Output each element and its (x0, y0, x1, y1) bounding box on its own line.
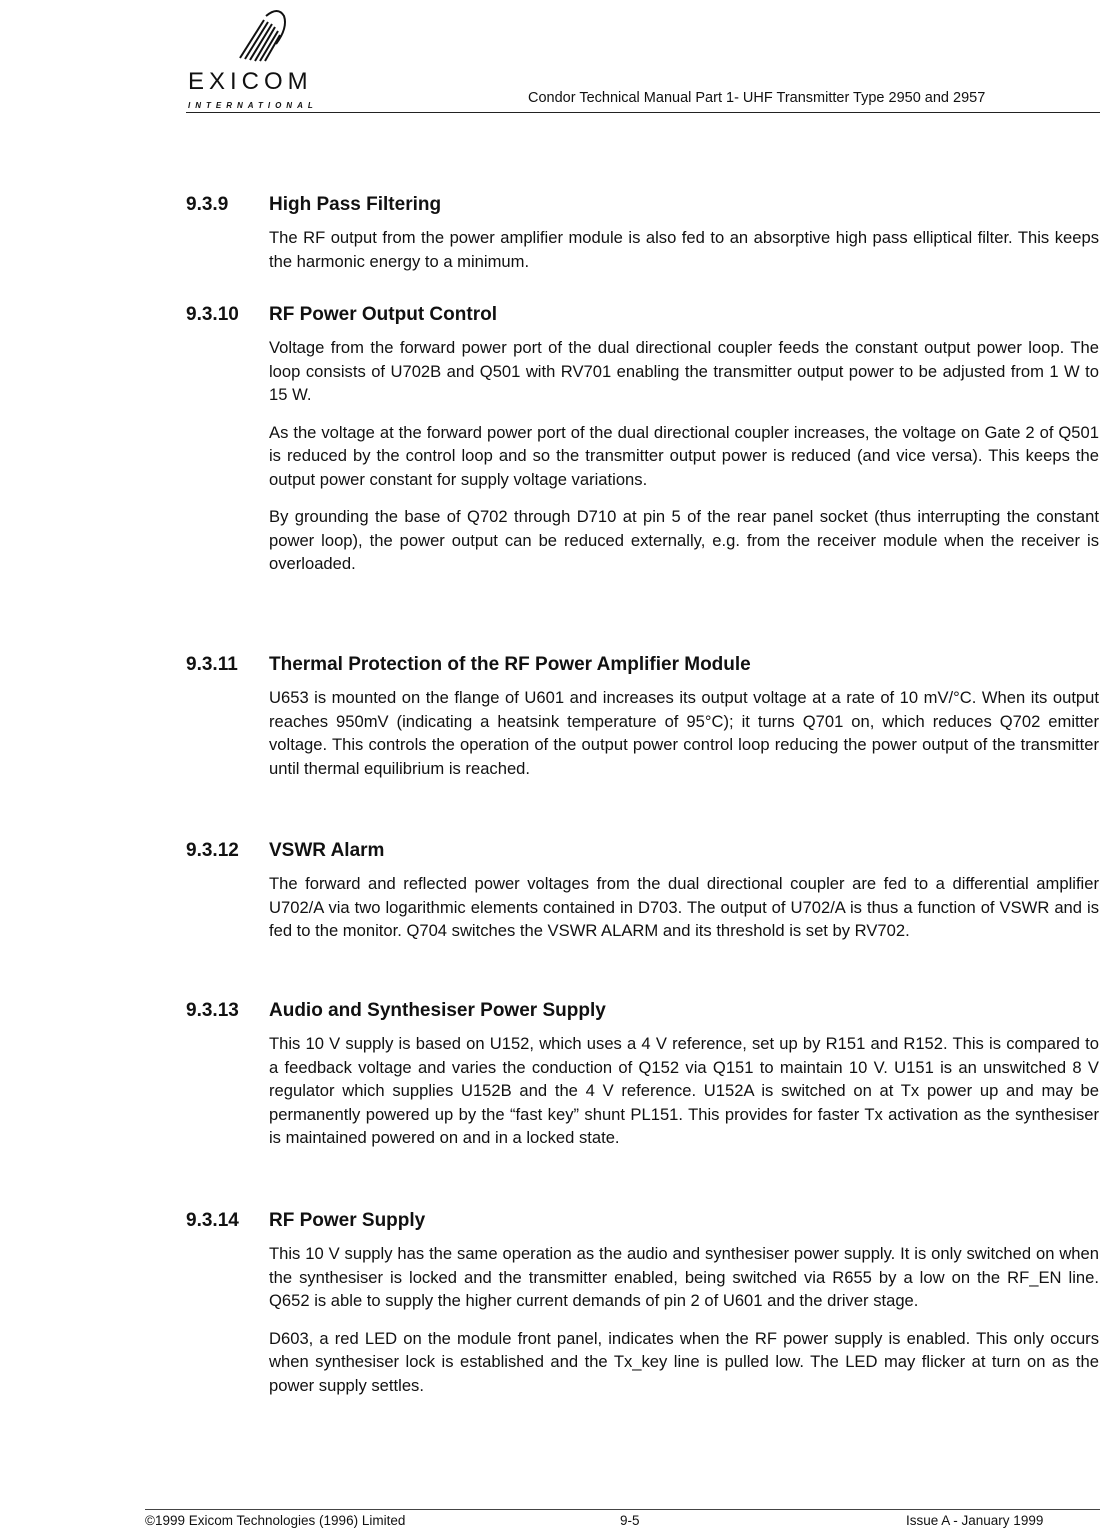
footer-divider (145, 1509, 1100, 1510)
exicom-logo-icon (230, 6, 294, 66)
paragraph: U653 is mounted on the flange of U601 and increases its output voltage at a rate of 10 mV/°C. When its output reaches 950mV (indicating a heatsink temperature of 95°C); it turns Q701 on, which reduces Q702 emitter voltage. This controls the operation of the output power control loop reducing the power output of the transmitter until thermal equilibrium is reached. (269, 688, 1099, 778)
paragraph: This 10 V supply is based on U152, which uses a 4 V reference, set up by R151 and R152. This is compared to a feedback voltage and varies the conduction of Q152 via Q151 to maintain 10 V. U151 is an unswitched 8 V regulator which supplies U152B and the 4 V reference. U152A is switched on at Tx power up and may be permanently powered up by the “fast key” shunt PL151. This provides for faster Tx activation as the synthesiser is maintained powered on and in a locked state. (269, 1034, 1099, 1147)
section-title: Audio and Synthesiser Power Supply (269, 1000, 606, 1021)
section-title: RF Power Output Control (269, 304, 497, 325)
issue-date: Issue A - January 1999 (906, 1513, 1044, 1528)
brand-subtitle: INTERNATIONAL (188, 101, 318, 110)
section-title: High Pass Filtering (269, 194, 442, 215)
paragraph: As the voltage at the forward power port of the dual directional coupler increases, the voltage on Gate 2 of Q501 is reduced by the control loop and so the transmitter output power is reduced (and vice versa). This keeps the output power constant for supply voltage variations. (269, 422, 1099, 489)
section-title: VSWR Alarm (269, 840, 385, 861)
section-number: 9.3.10 (186, 304, 239, 325)
paragraph: By grounding the base of Q702 through D710 at pin 5 of the rear panel socket (thus interrupting the constant power loop), the power output can be reduced externally, e.g. from the receiver module when the receiver is overloaded. (269, 507, 1099, 573)
exicom-logo (188, 6, 358, 110)
section-number: 9.3.11 (186, 654, 238, 675)
section-number: 9.3.14 (186, 1210, 239, 1231)
page-number: 9-5 (620, 1513, 640, 1528)
paragraph: This 10 V supply has the same operation as the audio and synthesiser power supply. It is only switched on when the synthesiser is locked and the transmitter enabled, being switched via R655 by a low on the RF_EN line. Q652 is able to supply the higher current demands of pin 2 of U601 and the driver stage. (269, 1244, 1099, 1310)
brand-name: EXICOM (188, 68, 313, 95)
section-number: 9.3.13 (186, 1000, 239, 1021)
header-divider (186, 112, 1100, 113)
section-title: Thermal Protection of the RF Power Amplifier Module (269, 654, 751, 675)
section-number: 9.3.12 (186, 840, 239, 861)
paragraph: Voltage from the forward power port of the dual directional coupler feeds the constant output power loop. The loop consists of U702B and Q501 with RV701 enabling the transmitter output power to be adjusted from 1 W to 15 W. (269, 338, 1099, 404)
section-number: 9.3.9 (186, 194, 229, 215)
paragraph: The forward and reflected power voltages from the dual directional coupler are fed to a differential amplifier U702/A via two logarithmic elements contained in D703. The output of U702/A is thus a function of VSWR and is fed to the monitor. Q704 switches the VSWR ALARM and its threshold is set by RV702. (269, 874, 1099, 940)
paragraph: D603, a red LED on the module front panel, indicates when the RF power supply is enabled. This only occurs when synthesiser lock is established and the Tx_key line is pulled low. The LED may flicker at turn on as the power supply settles. (269, 1328, 1099, 1395)
section-title: RF Power Supply (269, 1210, 426, 1231)
footer-copyright: ©1999 Exicom Technologies (1996) Limited (145, 1513, 406, 1528)
manual-title: Condor Technical Manual Part 1- UHF Transmitter Type 2950 and 2957 (528, 90, 986, 106)
paragraph: The RF output from the power amplifier module is also fed to an absorptive high pass elliptical filter. This keeps the harmonic energy to a minimum. (269, 228, 1099, 271)
